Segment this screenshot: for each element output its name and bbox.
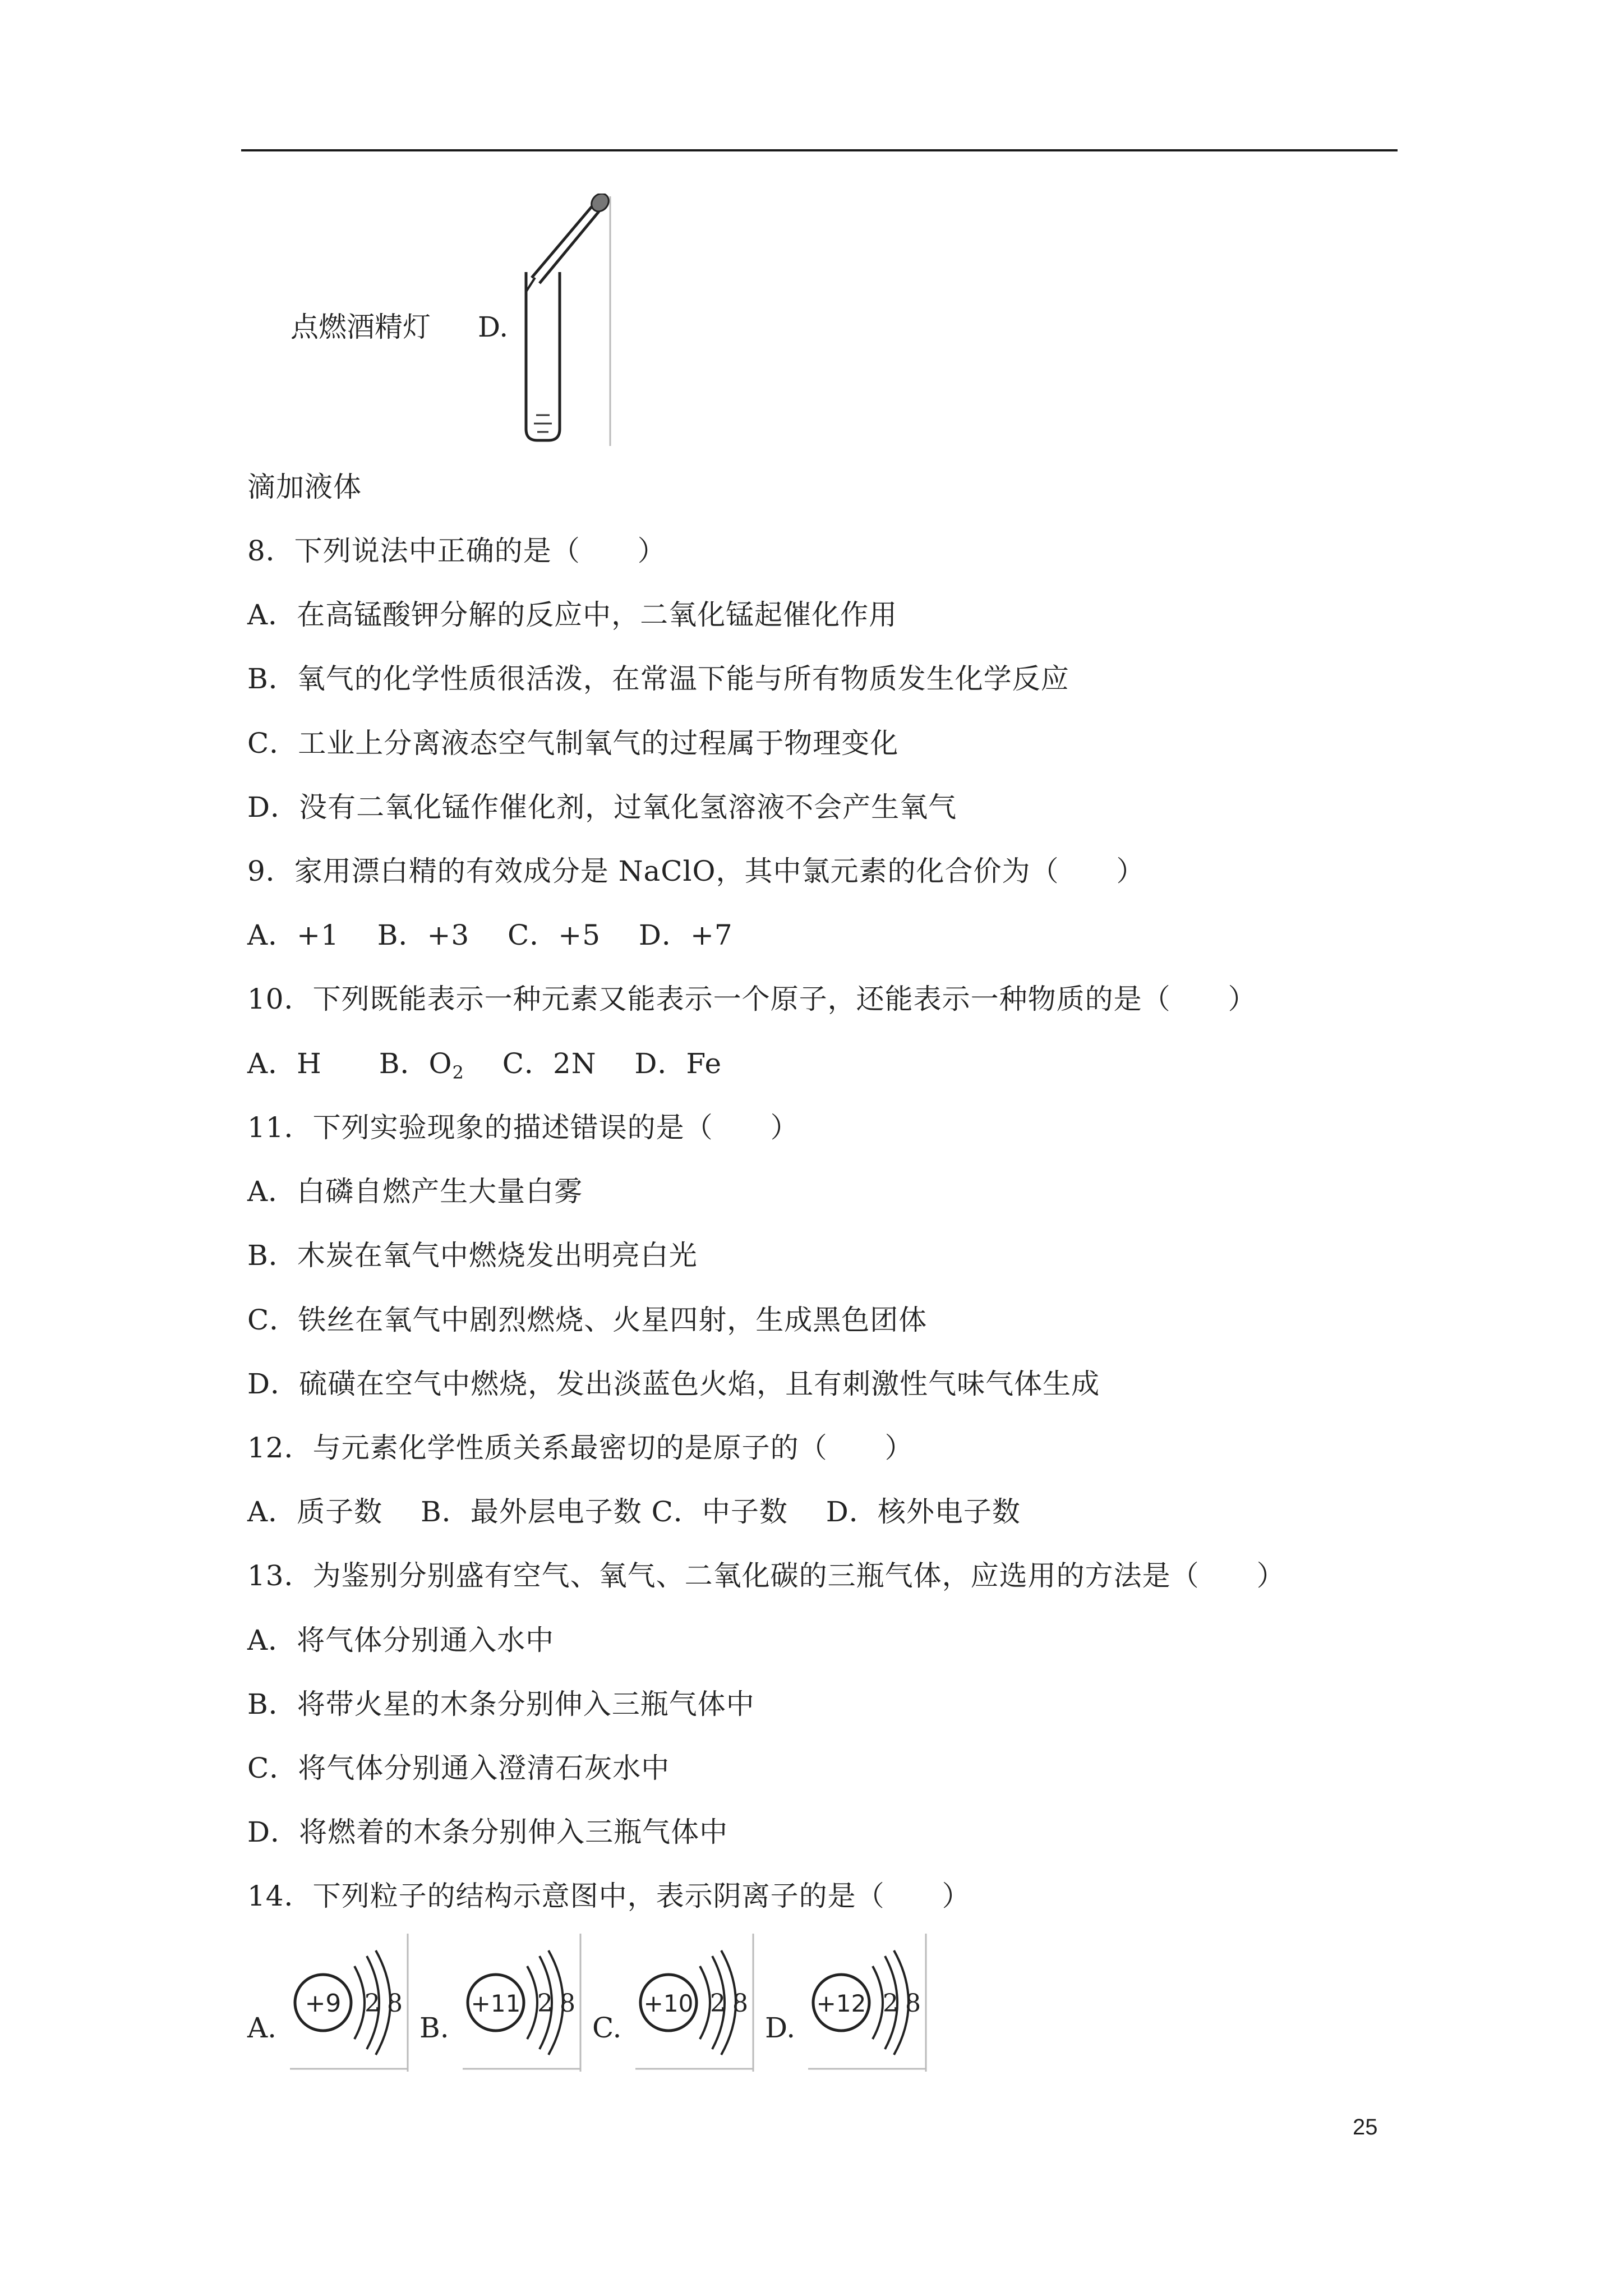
q8-option-d: D．没有二氧化锰作催化剂，过氧化氢溶液不会产生氧气 [247,791,957,823]
q14-diagram-d [805,1934,929,2072]
q10-stem: 10．下列既能表示一种元素又能表示一个原子，还能表示一种物质的是（ ） [247,983,1257,1015]
q14-diagram-b [460,1934,583,2072]
q9-stem: 9．家用漂白精的有效成分是 NaClO，其中氯元素的化合价为（ ） [247,855,1145,887]
q14-diagram-a [287,1934,411,2072]
page-number: 25 [1353,2115,1378,2139]
q14-shell2-c: 8 [732,1989,748,2018]
q13-option-d: D．将燃着的木条分别伸入三瓶气体中 [247,1816,728,1848]
q14-shell1-d: 2 [883,1989,898,2018]
q10-options [247,1047,722,1089]
lamp-label: 点燃酒精灯 [291,311,431,343]
q14-nucleus-c: +10 [643,1990,694,2017]
header-rule [241,149,1398,151]
q14-shell2-a: 8 [387,1989,403,2018]
q14-nucleus-d: +12 [816,1990,866,2017]
q8-option-a: A．在高锰酸钾分解的反应中，二氧化锰起催化作用 [247,599,898,631]
q8-option-c: C．工业上分离液态空气制氧气的过程属于物理变化 [247,727,899,760]
q14-shell1-b: 2 [537,1989,553,2018]
q14-shell2-d: 8 [905,1989,921,2018]
q13-stem: 13．为鉴别分别盛有空气、氧气、二氧化碳的三瓶气体，应选用的方法是（ ） [247,1559,1285,1592]
q9-options: A．+1 B．+3 C．+5 D．+7 [247,919,733,951]
q13-option-b: B．将带火星的木条分别伸入三瓶气体中 [247,1688,755,1720]
q14-label-a: A. [247,2012,277,2044]
q12-stem: 12．与元素化学性质关系最密切的是原子的（ ） [247,1432,914,1464]
q11-option-b: B．木炭在氧气中燃烧发出明亮白光 [247,1239,698,1272]
q14-shell1-a: 2 [365,1989,380,2018]
q14-label-c: C. [592,2012,622,2044]
q14-shell1-c: 2 [710,1989,726,2018]
option-d-caption: 滴加液体 [247,471,362,503]
q8-stem: 8．下列说法中正确的是（ ） [247,535,666,567]
q10-option-cd: C．2N D．Fe [464,1047,722,1080]
q14-shell2-b: 8 [560,1989,575,2018]
q14-nucleus-b: +11 [471,1990,521,2017]
q14-stem: 14．下列粒子的结构示意图中，表示阴离子的是（ ） [247,1880,971,1912]
q14-nucleus-a: +9 [305,1989,342,2018]
q8-option-b: B．氧气的化学性质很活泼，在常温下能与所有物质发生化学反应 [247,662,1069,695]
q14-diagram-c [633,1934,756,2072]
q10-subscript: 2 [452,1062,464,1083]
q13-option-c: C．将气体分别通入澄清石灰水中 [247,1752,670,1784]
option-d-label: D. [478,311,509,343]
q11-stem: 11．下列实验现象的描述错误的是（ ） [247,1111,799,1144]
q11-option-a: A．白磷自燃产生大量白雾 [247,1175,583,1208]
q13-option-a: A．将气体分别通入水中 [247,1624,555,1657]
q14-label-d: D. [765,2012,796,2044]
q10-option-ab: A．H B．O [247,1047,453,1080]
dropper-test-tube-figure [515,194,616,449]
q11-option-d: D．硫磺在空气中燃烧，发出淡蓝色火焰，且有刺激性气味气体生成 [247,1368,1100,1400]
q14-label-b: B. [419,2012,449,2044]
q12-options: A．质子数 B．最外层电子数 C．中子数 D．核外电子数 [247,1496,1021,1528]
q11-option-c: C．铁丝在氧气中剧烈燃烧、火星四射，生成黑色团体 [247,1304,928,1336]
